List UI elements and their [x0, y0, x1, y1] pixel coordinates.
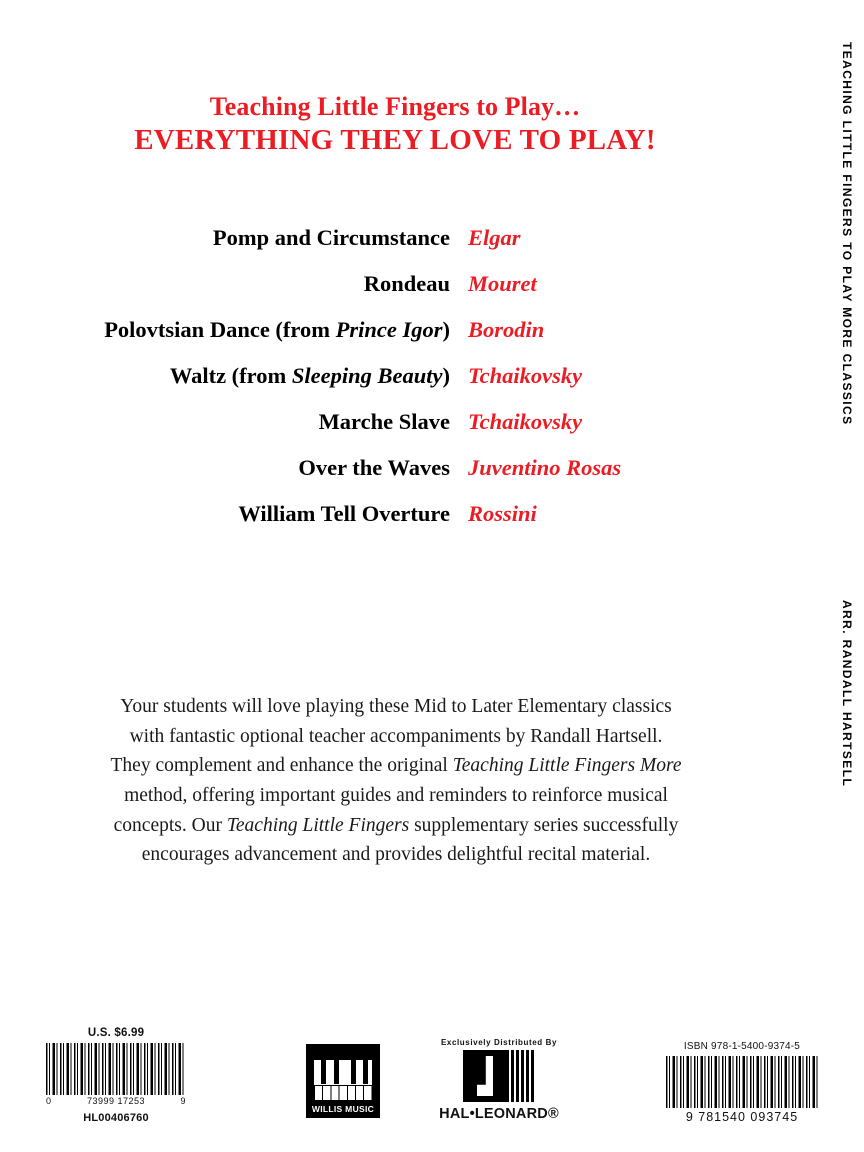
song-composer: Tchaikovsky	[468, 409, 583, 434]
willis-music-label: WILLIS MUSIC	[311, 1104, 375, 1114]
song-composer: Tchaikovsky	[468, 363, 583, 388]
willis-music-logo	[306, 1044, 380, 1118]
price-label: U.S. $6.99	[87, 1027, 145, 1039]
title-line-1: Teaching Little Fingers to Play…	[209, 92, 581, 121]
list-item	[0, 409, 790, 435]
upc-digits	[46, 1096, 186, 1106]
song-title: Marche Slave	[318, 409, 450, 434]
hal-leonard-logo	[432, 1038, 566, 1122]
list-item	[0, 317, 790, 343]
isbn-label: ISBN 978-1-5400-9374-5	[683, 1041, 801, 1052]
page-title	[0, 92, 790, 157]
upc-main-digits: 73999 17253	[86, 1096, 146, 1106]
list-item	[0, 363, 790, 389]
upc-left-digit: 0	[46, 1096, 52, 1106]
title-line-2: EVERYTHING THEY LOVE TO PLAY!	[134, 123, 656, 156]
description-paragraph: Your students will love playing these Mid to Later Elementary classics with fantastic optional teacher accompaniments by Randall Hartsell. They complement and enhance the original Teaching Little Fingers More method, offering important guides and reminders to reinforce musical concepts. Our Teaching Little Fingers supplementary series successfully encourages advancement and provides delightful recital material.	[110, 696, 682, 866]
upc-right-digit: 9	[180, 1096, 186, 1106]
list-item	[0, 455, 790, 481]
piano-keys-icon	[314, 1060, 372, 1100]
spine-arranger: ARR. RANDALL HARTSELL	[840, 600, 854, 788]
song-composer: Mouret	[468, 271, 537, 296]
song-title: Polovtsian Dance (from Prince Igor)	[104, 317, 450, 342]
list-item	[0, 271, 790, 297]
upc-barcode-block	[46, 1027, 186, 1124]
song-title: William Tell Overture	[238, 501, 450, 526]
song-list	[0, 225, 790, 547]
song-composer: Rossini	[468, 501, 537, 526]
hal-leonard-mark-icon	[463, 1050, 535, 1102]
isbn-barcode-image	[666, 1056, 818, 1108]
song-composer: Elgar	[468, 225, 521, 250]
song-title: Pomp and Circumstance	[212, 225, 450, 250]
song-title: Over the Waves	[298, 455, 450, 480]
hal-leonard-name: HAL•LEONARD®	[439, 1106, 559, 1122]
song-title: Rondeau	[363, 271, 450, 296]
bottom-bar	[0, 987, 864, 1152]
isbn-digits: 9 781540 093745	[685, 1110, 799, 1124]
song-composer: Juventino Rosas	[468, 455, 622, 480]
exclusive-distributor-label: Exclusively Distributed By	[440, 1038, 558, 1047]
list-item	[0, 225, 790, 251]
catalog-number: HL00406760	[83, 1112, 149, 1124]
song-composer: Borodin	[468, 317, 545, 342]
isbn-barcode-block	[666, 1041, 818, 1124]
song-title: Waltz (from Sleeping Beauty)	[169, 363, 450, 388]
upc-barcode-image	[46, 1043, 186, 1095]
spine-title: TEACHING LITTLE FINGERS TO PLAY MORE CLASSICS	[840, 42, 854, 426]
list-item	[0, 501, 790, 527]
